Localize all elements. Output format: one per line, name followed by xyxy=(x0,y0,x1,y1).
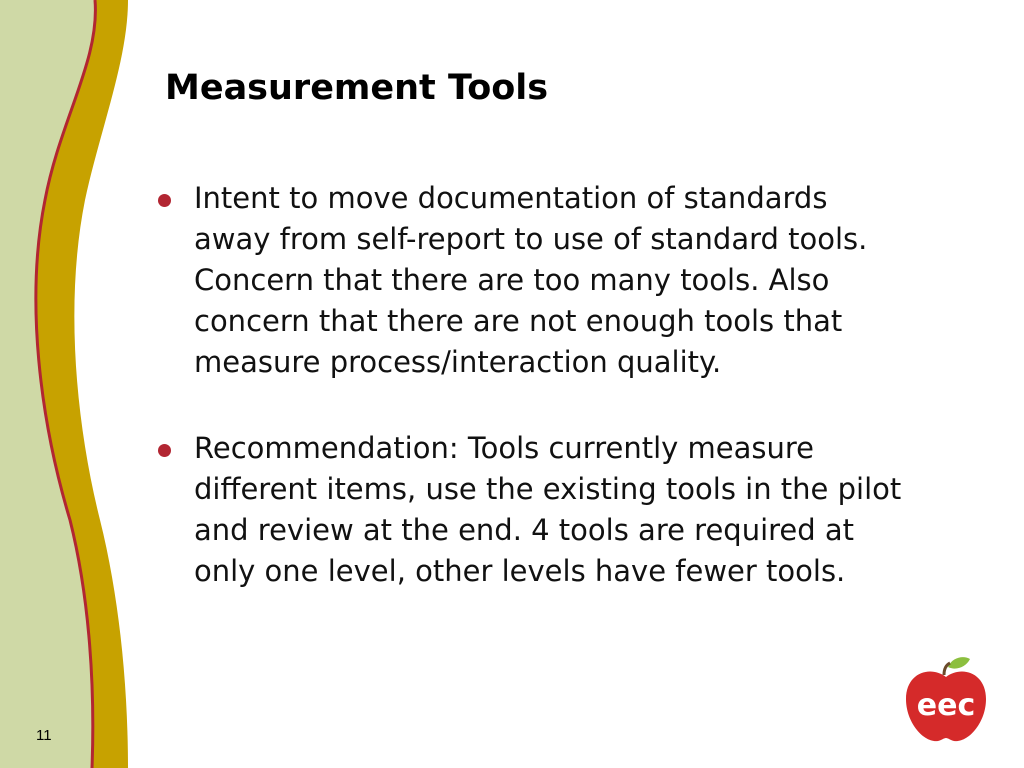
bullet-dot-icon xyxy=(158,194,171,207)
bullet-text: Intent to move documentation of standards away from self-report to use of standard tools. Concern that there are too many tools. Also concern that there are not enough tools that measure process/interaction quality. xyxy=(194,181,868,379)
slide-title: Measurement Tools xyxy=(165,68,549,108)
bullet-item xyxy=(155,178,915,383)
page-number: 11 xyxy=(36,727,52,744)
bullet-list xyxy=(155,178,915,637)
logo-text: eec xyxy=(916,688,976,723)
bullet-text: Recommendation: Tools currently measure different items, use the existing tools in the pilot and review at the end. 4 tools are required at only one level, other levels have fewer tools. xyxy=(194,431,902,588)
side-decoration xyxy=(0,0,140,768)
leaf-icon xyxy=(948,657,970,669)
bullet-item xyxy=(155,428,915,592)
stem-icon xyxy=(944,663,950,675)
bullet-dot-icon xyxy=(158,444,171,457)
eec-apple-logo xyxy=(900,655,992,747)
